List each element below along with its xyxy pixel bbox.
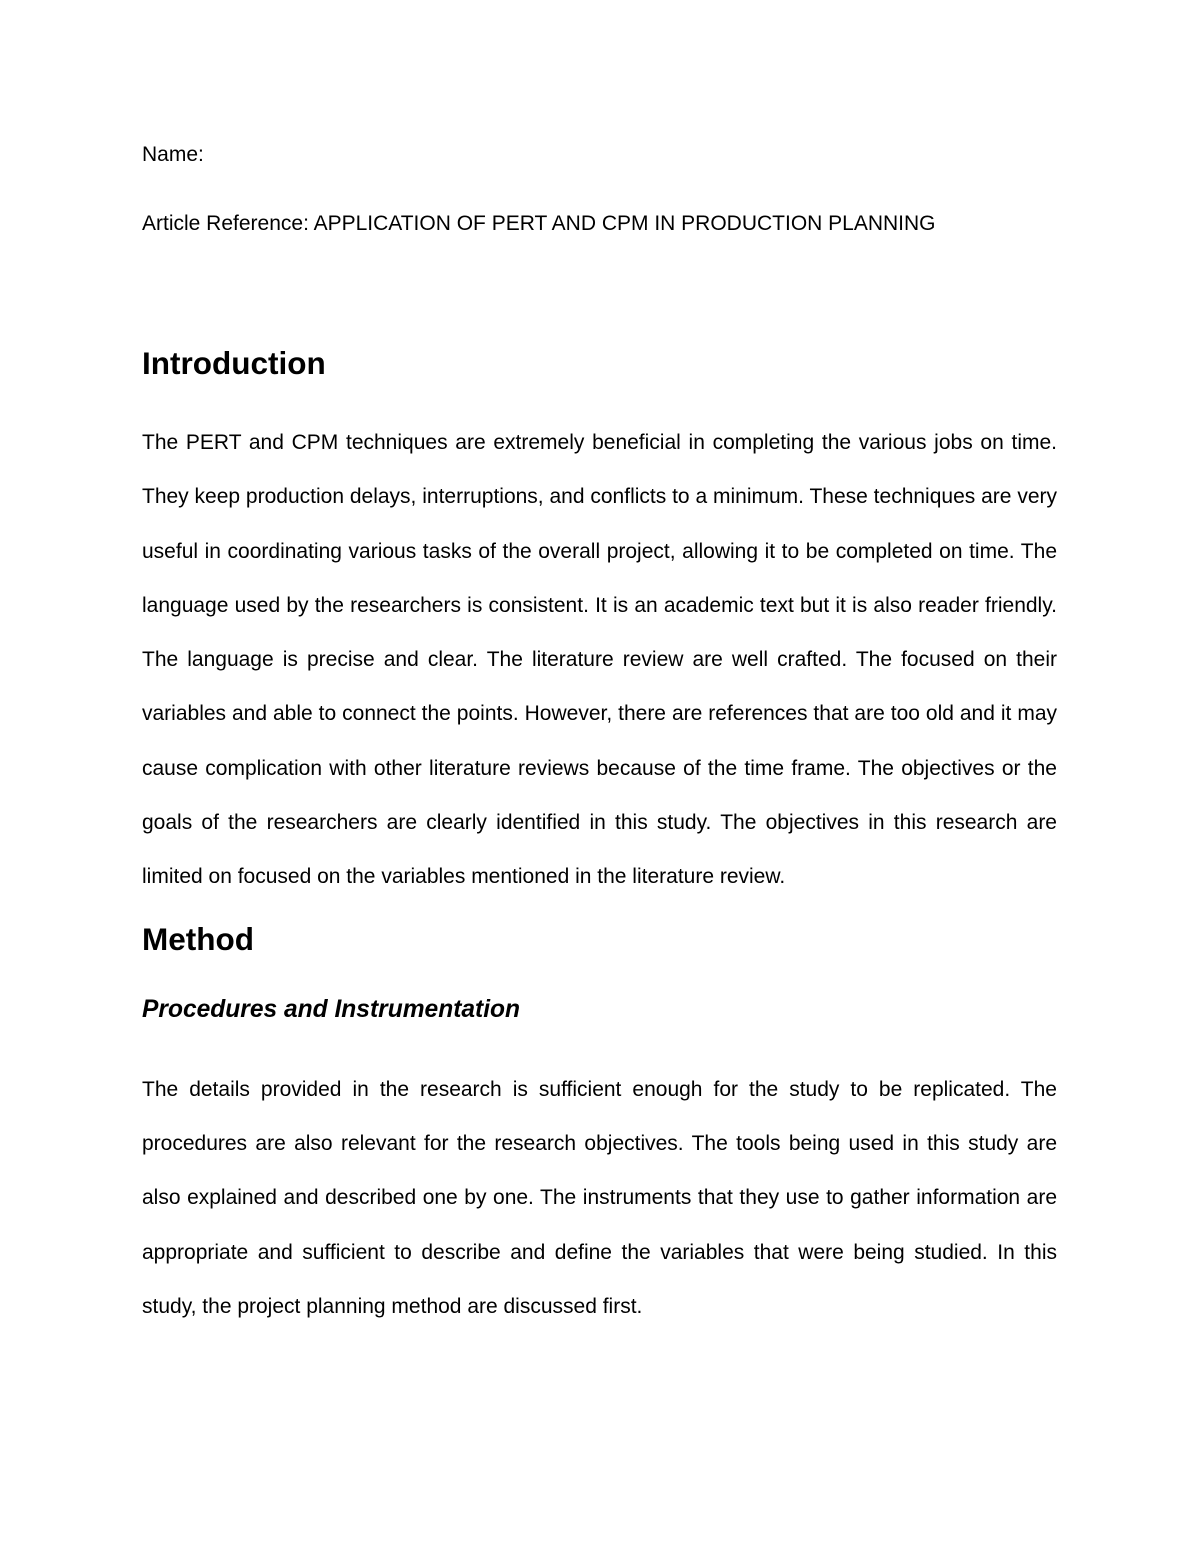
procedures-subheading: Procedures and Instrumentation <box>142 995 521 1023</box>
article-reference: Article Reference: APPLICATION OF PERT AND CPM IN PRODUCTION PLANNING <box>142 212 936 235</box>
method-paragraph: The details provided in the research is sufficient enough for the study to be replicated. The procedures are also relevant for the research objectives. The tools being used in this study are also explained and described one by one. The instruments that they use to gather information are appropriate and sufficient to describe and define the variables that were being studied. In this study, the project planning method are discussed first. <box>142 1077 1057 1318</box>
introduction-heading: Introduction <box>142 345 326 381</box>
introduction-paragraph: The PERT and CPM techniques are extremely beneficial in completing the various jobs on time. They keep production delays, interruptions, and conflicts to a minimum. These techniques are very useful in coordinating various tasks of the overall project, allowing it to be completed on time. The language used by the researchers is consistent. It is an academic text but it is also reader friendly. The language is precise and clear. The literature review are well crafted. The focused on their variables and able to connect the points. However, there are references that are too old and it may cause complication with other literature reviews because of the time frame. The objectives or the goals of the researchers are clearly identified in this study. The objectives in this research are limited on focused on the variables mentioned in the literature review. <box>142 431 1057 889</box>
name-line: Name: <box>142 143 204 166</box>
method-heading: Method <box>142 920 254 957</box>
document-page <box>142 137 1057 1350</box>
